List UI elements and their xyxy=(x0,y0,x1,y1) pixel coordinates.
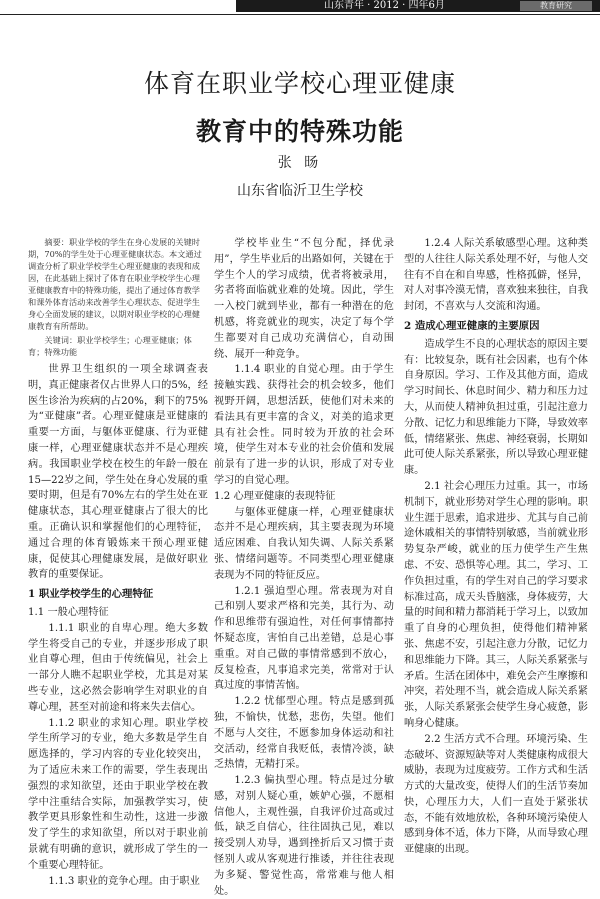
paragraph-1-1-1: 1.1.1 职业的自卑心理。绝大多数学生将受自己的专业，并逐步形成了职业自尊心理，但由于传统偏见，社会上一部分人瞧不起职业学校，尤其是对某些专业，这必然会影响学生对职业的自尊心理，甚至对前途和将来失去信心。 xyxy=(28,622,208,713)
paragraph-1-2-intro: 与躯体亚健康一样，心理亚健康状态并不是心理疾病，其主要表现为环境适应困难、自我认知失调、人际关系紧张、情绪问题等。不同类型心理亚健康表现为不同的特征反应。 xyxy=(214,506,394,581)
subsection-heading-1-2: 1.2 心理亚健康的表现特征 xyxy=(214,490,336,502)
paragraph-1-2-1: 1.2.1 强迫型心理。常表现为对自己和别人要求严格和完美，其行为、动作和思维带有强迫性，对任何事情都持怀疑态度，害怕自己出差错，总是心事重重。对自己做的事情常感到不放心，反复检查，凡事追求完美，常常对于认真过度的事情苦恼。 xyxy=(214,585,394,692)
column-1 xyxy=(28,362,208,887)
paragraph-2-intro: 造成学生不良的心理状态的原因主要有：比较复杂，既有社会因素，也有个体自身原因。学习、工作及其他方面，造成学习时间长、休息时间少、精力和压力过大，从而使人精神负担过重，引起注意力分散、记忆力和思维能力下降，导致效率低，情绪紧张、焦虑、神经衰弱，长期如此可使人际关系紧张，所以导致心理亚健康。 xyxy=(404,338,588,477)
abstract-block xyxy=(28,236,202,358)
keywords: 关键词：职业学校学生；心理亚健康；体育；特殊功能 xyxy=(28,335,192,357)
paragraph-1-1-3: 1.1.3 职业的竞争心理。由于职业 xyxy=(48,875,200,887)
paragraph-1-1-4: 1.1.4 职业的自觉心理。由于学生接触实践、获得社会的机会较多，他们视野开阔，思想活跃，使他们对未来的看法具有更丰富的含义，对美的追求更具有社会性。同时较为开放的社会环境，使学生对本专业的社会价值和发展前景有了进一步的认识，形成了对专业学习的自觉心理。 xyxy=(214,364,394,486)
paragraph-continued: 学校毕业生“不包分配，择优录用”，学生毕业后的出路如何，关键在于学生个人的学习成绩，优者将被录用，劣者将面临就业难的处境。因此，学生一入校门就到毕业，都有一种潜在的危机感，将竞就业的现实，决定了每个学生都要对自己成功充满信心，自动围绕、展开一种竞争。 xyxy=(214,238,394,360)
paragraph-1-1-2: 1.1.2 职业的求知心理。职业学校学生所学习的专业，绝大多数是学生自愿选择的，学习内容的专业化较突出，为了适应未来工作的需要，学生表现出强烈的求知欲望，还由于职业学校在教学中注重结合实际，加强教学实习，使教学更具形象性和生动性，这进一步激发了学生的求知欲望，所以对于职业前景就有明确的意识，就形成了学生的一个重要心理特征。 xyxy=(28,717,208,871)
paragraph-2-2: 2.2 生活方式不合理。环境污染、生态破坏、资源短缺等对人类健康构成很大威胁，表现为过度疲劳。工作方式和生活方式的大量改变，使得人们的生活节奏加快，心理压力大，人们一直处于紧张状态，不能有效地放松，各种环境污染使人感到身体不适，体力下降，从而导致心理亚健康的出现。 xyxy=(404,733,588,856)
paragraph-1-2-2: 1.2.2 忧郁型心理。特点是感到孤独，不愉快，忧愁，悲伤，失望。他们不愿与人交往，不愿参加身体运动和社交活动，经常自我贬低，表情冷淡，缺乏热情，无精打采。 xyxy=(214,696,394,771)
header-rule xyxy=(0,14,600,15)
running-header xyxy=(0,0,600,18)
paragraph-2-1: 2.1 社会心理压力过重。其一，市场机制下，就业形势对学生心理的影响。职业生涯于思索，追求进步、尤其与自己前途休戚相关的事情特别敏感，当前就业形势复杂严峻，就业的压力使学生产生焦虑、不安、恐惧等心理。其二，学习、工作负担过重，有的学生对自己的学习要求标准过高，成天头昏脑涨，身体疲劳，大量的时间和精力都消耗于学习上，以致加重了自身的心理负担，使得他们精神紧张、焦虑不安，引起注意力分散，记忆力和思维能力下降。其三，人际关系紧张与矛盾。生活在团体中，难免会产生摩擦和冲突，若处理不当，就会造成人际关系紧张，人际关系紧张会使学生身心疲惫，影响身心健康。 xyxy=(404,480,588,729)
section-heading-1: 1 职业学校学生的心理特征 xyxy=(28,588,154,601)
article-title-line2: 教育中的特殊功能 xyxy=(195,117,404,146)
section-badge: 教育研究 xyxy=(520,1,592,11)
author-name: 张 旸 xyxy=(277,155,323,171)
paragraph-1-2-3: 1.2.3 偏执型心理。特点是过分敏感，对别人疑心重，嫉妒心强，不愿相信他人，主观性强，自我评价过高或过低，缺乏自信心，往往固执己见，难以接受别人劝导，遇到挫折后又习惯于责怪别人或从客观进行推诿，并往往表现为多疑、警觉性高，常常难与他人相处。 xyxy=(214,775,394,897)
intro-paragraph: 世界卫生组织的一项全球调查表明，真正健康者仅占世界人口的5%，经医生诊治为疾病的占20%，剩下的75%为“亚健康”者。心理亚健康是亚健康的重要一方面，与躯体亚健康、行为亚健康一样，心理亚健康状态并不是心理疾病。我国职业学校在校生的年龄一般在15—22岁之间，学生处在身心发展的重要时期，但是有70%左右的学生处在亚健康状态，其心理亚健康占了很大的比重。正确认识和掌握他们的心理特征，通过合理的体育锻炼来干预心理亚健康，促使其心理健康发展，是做好职业教育的重要保证。 xyxy=(28,364,208,581)
subsection-heading-1-1: 1.1 一般心理特征 xyxy=(28,606,109,618)
section-heading-2: 2 造成心理亚健康的主要原因 xyxy=(404,319,540,332)
column-3 xyxy=(404,236,588,856)
author-affiliation: 山东省临沂卫生学校 xyxy=(237,183,363,199)
publication-info: 山东青年 · 2012 · 四年6月 xyxy=(324,0,445,11)
paragraph-1-2-4: 1.2.4 人际关系敏感型心理。这种类型的人往往人际关系处理不好，与他人交往有不自在和自卑感，性格孤僻，怪异，对人对事冷漠无情，喜欢独来独往，自我封闭，不喜欢与人交流和沟通。 xyxy=(404,238,588,313)
abstract-text: 摘要：职业学校的学生在身心发展的关键时期，70%的学生处于心理亚健康状态。本文通过调查分析了职业学校学生心理亚健康的表现和成因，在此基础上探讨了体育在职业学校学生心理亚健康教育中的特殊功能，提出了通过体育教学和课外体育活动来改善学生心理状态、促进学生身心全面发展的建议，以期对职业学校的心理健康教育有所帮助。 xyxy=(28,237,202,331)
column-2 xyxy=(214,236,394,897)
article-title-line1: 体育在职业学校心理亚健康 xyxy=(143,69,456,98)
